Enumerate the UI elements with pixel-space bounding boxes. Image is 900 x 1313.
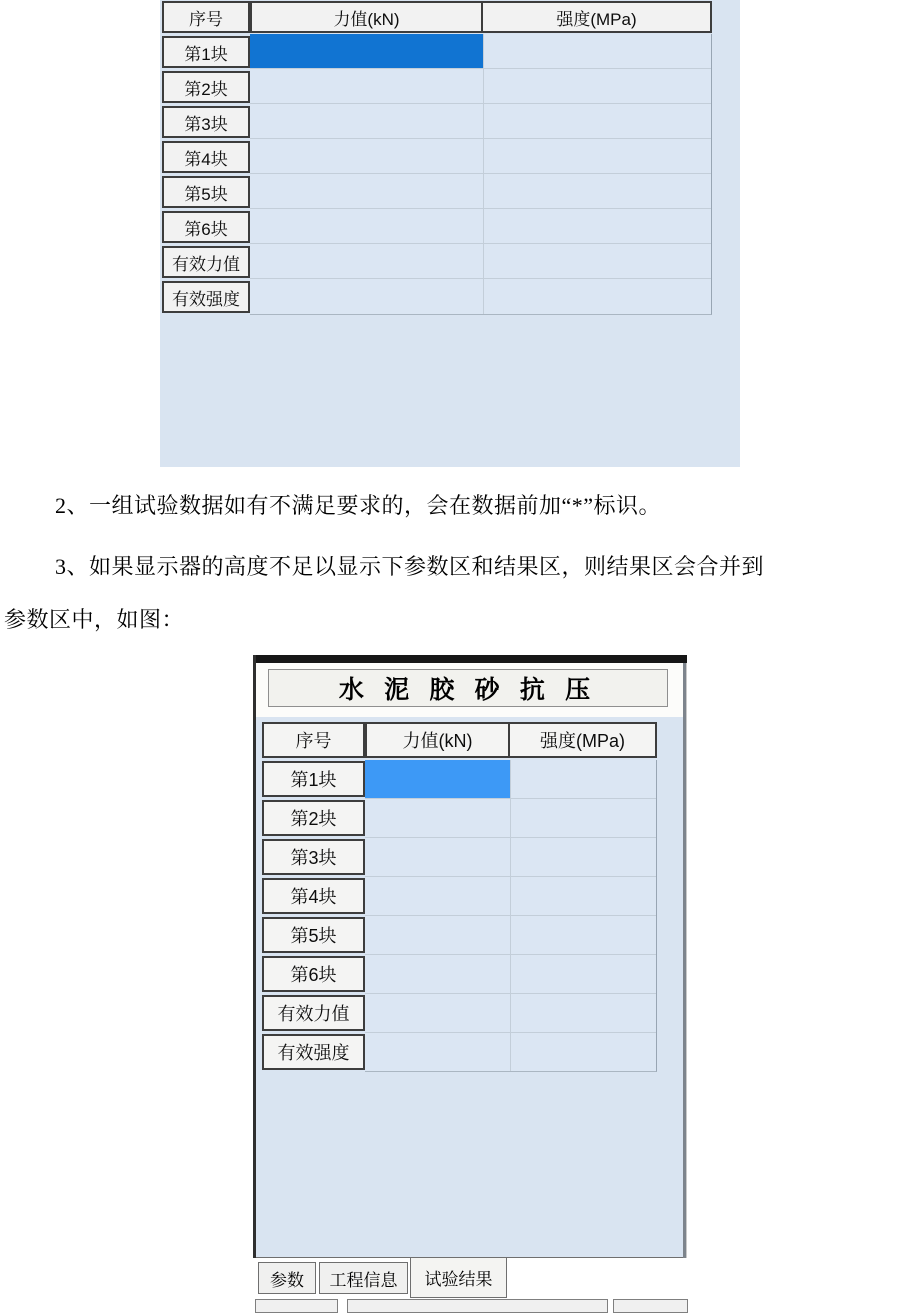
- row-label: 第5块: [262, 917, 365, 953]
- row-label: 第6块: [262, 956, 365, 992]
- doc-paragraph-3-line1: 3、如果显示器的高度不足以显示下参数区和结果区，则结果区会合并到: [55, 554, 765, 579]
- data-row[interactable]: [250, 209, 711, 244]
- serial-column-header: 序号: [162, 1, 250, 33]
- doc-paragraph-3-line2: 参数区中，如图：: [4, 607, 185, 632]
- row-label: 第6块: [162, 211, 250, 243]
- data-grid[interactable]: [365, 760, 657, 1072]
- row-label: 第5块: [162, 176, 250, 208]
- cutoff-control-fragment: [347, 1299, 608, 1313]
- column-divider: [483, 34, 484, 314]
- row-label: 有效力值: [262, 995, 365, 1031]
- data-row[interactable]: [250, 104, 711, 139]
- selected-cell[interactable]: [365, 760, 510, 798]
- row-label: 第2块: [262, 800, 365, 836]
- panel-top-bar: [253, 655, 687, 663]
- row-label: 有效力值: [162, 246, 250, 278]
- strength-column-header: 强度(MPa): [481, 1, 712, 33]
- force-column-header: 力值(kN): [365, 722, 510, 758]
- row-label: 第4块: [262, 878, 365, 914]
- row-label: 有效强度: [262, 1034, 365, 1070]
- doc-paragraph-2: 2、一组试验数据如有不满足要求的，会在数据前加“*”标识。: [55, 493, 662, 518]
- data-row[interactable]: [250, 174, 711, 209]
- results-panel: [160, 0, 740, 467]
- row-label: 第4块: [162, 141, 250, 173]
- panel-title: 水 泥 胶 砂 抗 压: [268, 669, 668, 707]
- cutoff-control-fragment: [255, 1299, 338, 1313]
- row-label: 有效强度: [162, 281, 250, 313]
- tab-test-results[interactable]: 试验结果: [410, 1258, 507, 1298]
- tab-parameters[interactable]: 参数: [258, 1262, 316, 1294]
- tab-project-info[interactable]: 工程信息: [319, 1262, 408, 1294]
- cutoff-control-fragment: [613, 1299, 688, 1313]
- row-label: 第1块: [262, 761, 365, 797]
- serial-column-header: 序号: [262, 722, 365, 758]
- row-label: 第1块: [162, 36, 250, 68]
- selected-cell[interactable]: [250, 34, 483, 68]
- combined-panel: [253, 655, 687, 1258]
- panel-right-border: [683, 663, 687, 1258]
- row-label: 第3块: [262, 839, 365, 875]
- data-row[interactable]: [250, 279, 711, 314]
- force-column-header: 力值(kN): [250, 1, 483, 33]
- data-row[interactable]: [250, 69, 711, 104]
- data-row[interactable]: [250, 244, 711, 279]
- row-label: 第3块: [162, 106, 250, 138]
- data-grid[interactable]: [250, 34, 712, 315]
- row-label: 第2块: [162, 71, 250, 103]
- strength-column-header: 强度(MPa): [508, 722, 657, 758]
- column-divider: [510, 760, 511, 1071]
- data-row[interactable]: [250, 139, 711, 174]
